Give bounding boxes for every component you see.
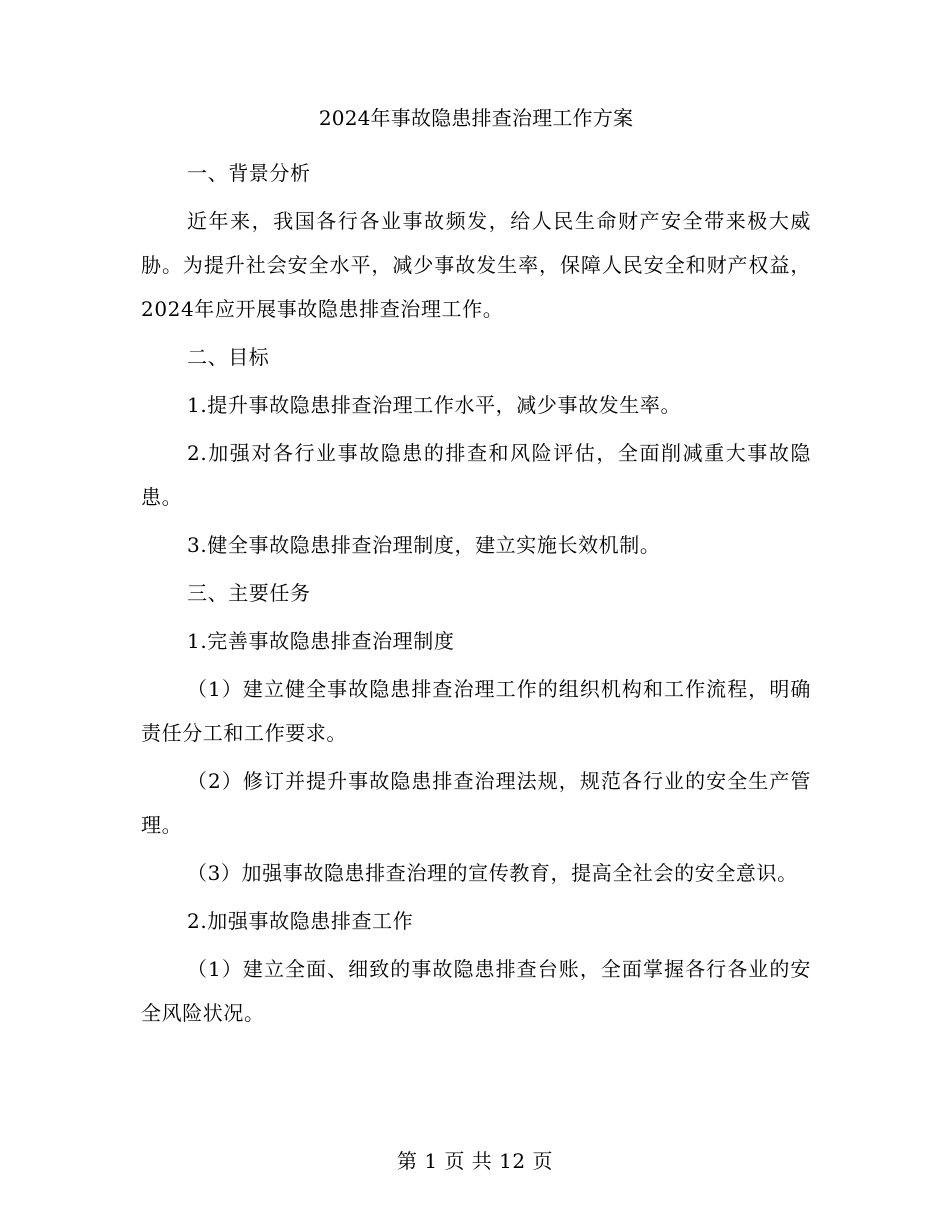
document-title: 2024年事故隐患排查治理工作方案	[318, 106, 634, 130]
document-body	[141, 104, 811, 1039]
goal-item-1: 1.提升事故隐患排查治理工作水平，减少事故发生率。	[187, 393, 682, 417]
task-1-item-1: （1）建立健全事故隐患排查治理工作的组织机构和工作流程，明确责任分工和工作要求。	[141, 677, 811, 745]
section-heading-tasks: 三、主要任务	[187, 581, 311, 605]
task-heading-2: 2.加强事故隐患排查工作	[187, 909, 414, 933]
goal-item-3: 3.健全事故隐患排查治理制度，建立实施长效机制。	[187, 533, 661, 557]
task-heading-1: 1.完善事故隐患排查治理制度	[187, 629, 455, 653]
task-2-item-1: （1）建立全面、细致的事故隐患排查台账，全面掌握各行各业的安全风险状况。	[141, 957, 811, 1025]
section-heading-goals: 二、目标	[187, 345, 270, 369]
section-heading-background: 一、背景分析	[187, 161, 311, 185]
goal-item-2: 2.加强对各行业事故隐患的排查和风险评估，全面削减重大事故隐患。	[141, 441, 811, 509]
task-1-item-3: （3）加强事故隐患排查治理的宣传教育，提高全社会的安全意识。	[187, 861, 798, 885]
paragraph-background: 近年来，我国各行各业事故频发，给人民生命财产安全带来极大威胁。为提升社会安全水平，减少事故发生率，保障人民安全和财产权益，2024年应开展事故隐患排查治理工作。	[141, 209, 811, 321]
page-footer: 第 1 页 共 12 页	[397, 1149, 553, 1173]
task-1-item-2: （2）修订并提升事故隐患排查治理法规，规范各行业的安全生产管理。	[141, 769, 811, 837]
